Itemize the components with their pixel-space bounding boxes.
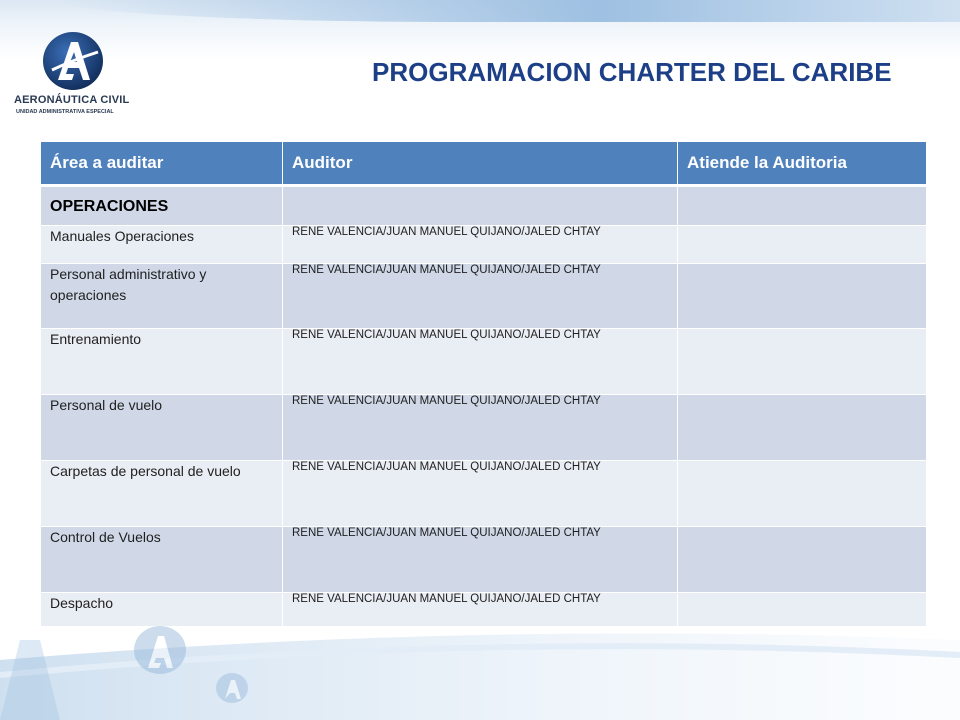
table-row (41, 395, 927, 461)
area-cell: Despacho (41, 593, 283, 627)
table-row (41, 461, 927, 527)
aeronautica-logo-icon (40, 30, 106, 92)
column-header-atiende: Atiende la Auditoria (678, 142, 927, 186)
audit-schedule-table (40, 141, 927, 627)
area-cell: Control de Vuelos (41, 527, 283, 593)
area-cell: Entrenamiento (41, 329, 283, 395)
table-row (41, 226, 927, 264)
atiende-cell (678, 329, 927, 395)
area-cell: Personal de vuelo (41, 395, 283, 461)
auditor-cell: RENE VALENCIA/JUAN MANUEL QUIJANO/JALED CHTAY (283, 461, 678, 527)
area-cell: Personal administrativo y operaciones (41, 264, 283, 329)
section-area-cell: OPERACIONES (41, 186, 283, 226)
auditor-cell: RENE VALENCIA/JUAN MANUEL QUIJANO/JALED CHTAY (283, 395, 678, 461)
aeronautica-civil-logo (14, 30, 134, 125)
auditor-cell: RENE VALENCIA/JUAN MANUEL QUIJANO/JALED CHTAY (283, 593, 678, 627)
page-title: PROGRAMACION CHARTER DEL CARIBE (372, 57, 892, 87)
auditor-cell: RENE VALENCIA/JUAN MANUEL QUIJANO/JALED CHTAY (283, 226, 678, 264)
column-header-auditor: Auditor (283, 142, 678, 186)
table-row (41, 264, 927, 329)
table-header-row (41, 142, 927, 186)
top-decorative-band (0, 0, 960, 60)
section-auditor-cell (283, 186, 678, 226)
brand-name: AERONÁUTICA CIVIL (14, 94, 130, 106)
area-cell: Manuales Operaciones (41, 226, 283, 264)
section-row-operaciones (41, 186, 927, 226)
auditor-cell: RENE VALENCIA/JUAN MANUEL QUIJANO/JALED CHTAY (283, 527, 678, 593)
watermark-logo-small-icon (216, 673, 248, 703)
watermark-logo-icon (134, 626, 186, 674)
atiende-cell (678, 461, 927, 527)
atiende-cell (678, 226, 927, 264)
area-cell: Carpetas de personal de vuelo (41, 461, 283, 527)
brand-subtitle: UNIDAD ADMINISTRATIVA ESPECIAL (16, 109, 114, 115)
section-atiende-cell (678, 186, 927, 226)
atiende-cell (678, 264, 927, 329)
auditor-cell: RENE VALENCIA/JUAN MANUEL QUIJANO/JALED CHTAY (283, 329, 678, 395)
atiende-cell (678, 395, 927, 461)
table-row (41, 329, 927, 395)
atiende-cell (678, 527, 927, 593)
bottom-decoration (0, 600, 960, 720)
column-header-area: Área a auditar (41, 142, 283, 186)
table-row (41, 527, 927, 593)
auditor-cell: RENE VALENCIA/JUAN MANUEL QUIJANO/JALED CHTAY (283, 264, 678, 329)
